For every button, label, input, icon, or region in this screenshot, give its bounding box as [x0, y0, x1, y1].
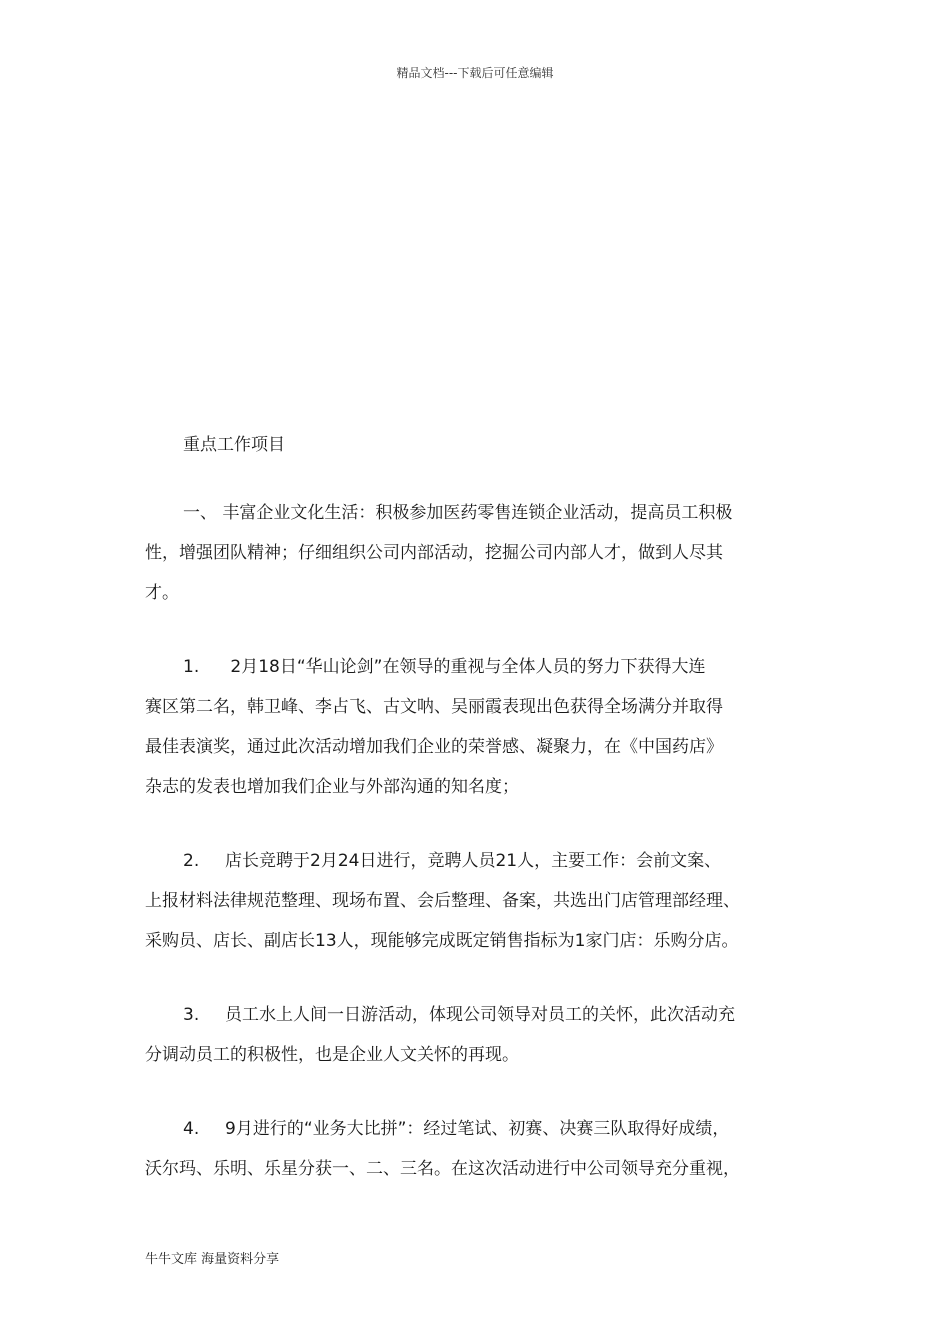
- paragraph-line: 才。: [145, 583, 179, 603]
- paragraph-line: 性，增强团队精神；仔细组织公司内部活动，挖掘公司内部人才，做到人尽其: [145, 543, 723, 563]
- page-header: 精品文档---下载后可任意编辑: [396, 66, 554, 80]
- list-item-first-line: [145, 841, 825, 881]
- section-title: 重点工作项目: [183, 435, 285, 455]
- document-body: [145, 425, 825, 1189]
- paragraph-line: 分调动员工的积极性，也是企业人文关怀的再现。: [145, 1045, 519, 1065]
- list-item-4: [145, 1109, 825, 1189]
- list-text: 店长竞聘于2月24日进行，竞聘人员21人，主要工作：会前文案、: [225, 851, 722, 871]
- paragraph-line: 最佳表演奖，通过此次活动增加我们企业的荣誉感、凝聚力，在《中国药店》: [145, 737, 723, 757]
- list-item-1: [145, 647, 825, 807]
- paragraph-line: 沃尔玛、乐明、乐星分获一、二、三名。在这次活动进行中公司领导充分重视，: [145, 1159, 740, 1179]
- list-item-first-line: [145, 647, 825, 687]
- list-text: 员工水上人间一日游活动，体现公司领导对员工的关怀，此次活动充: [225, 1005, 735, 1025]
- list-number: 1.: [183, 657, 200, 677]
- list-number: 2.: [183, 851, 200, 871]
- paragraph-line: 一、 丰富企业文化生活：积极参加医药零售连锁企业活动，提高员工积极: [183, 503, 733, 523]
- paragraph-line: 杂志的发表也增加我们企业与外部沟通的知名度；: [145, 777, 519, 797]
- paragraph-line: 上报材料法律规范整理、现场布置、会后整理、备案，共选出门店管理部经理、: [145, 891, 740, 911]
- paragraph-line: 采购员、店长、副店长13人，现能够完成既定销售指标为1家门店：乐购分店。: [145, 931, 739, 951]
- list-text: 9月进行的“业务大比拼”：经过笔试、初赛、决赛三队取得好成绩，: [225, 1119, 730, 1139]
- list-number: 4.: [183, 1119, 200, 1139]
- list-text: 2月18日“华山论剑”在领导的重视与全体人员的努力下获得大连: [225, 657, 706, 677]
- paragraph-intro: [145, 493, 825, 613]
- paragraph-line: 赛区第二名，韩卫峰、李占飞、古文呐、吴丽霞表现出色获得全场满分并取得: [145, 697, 723, 717]
- list-number: 3.: [183, 1005, 200, 1025]
- list-item-3: [145, 995, 825, 1075]
- list-item-2: [145, 841, 825, 961]
- list-item-first-line: [145, 1109, 825, 1149]
- list-item-first-line: [145, 995, 825, 1035]
- page-footer: 牛牛文库 海量资料分享: [145, 1252, 280, 1267]
